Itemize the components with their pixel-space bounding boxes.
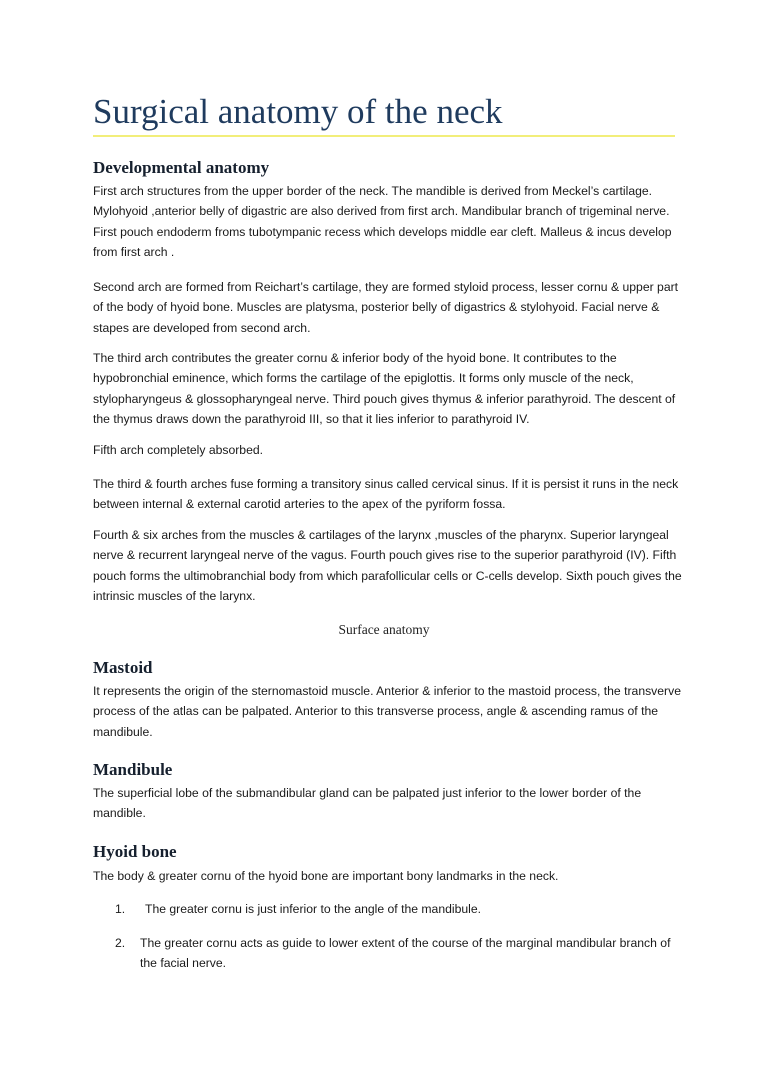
paragraph-mandibule: The superficial lobe of the submandibular gland can be palpated just inferior to the lower border of the mandible. (93, 786, 642, 821)
paragraph-mastoid: It represents the origin of the sternomastoid muscle. Anterior & inferior to the mastoid process, the transverve process of the atlas can be palpated. Anterior to this transverse process, angle & ascending ramus of the mandibule. (93, 684, 681, 739)
paragraph-third-arch: The third arch contributes the greater cornu & inferior body of the hyoid bone. It contributes to the hypobronchial eminence, which forms the cartilage of the epiglottis. It forms only muscle of the neck, stylopharyngeus & glossopharyngeal nerve. Third pouch gives thymus & inferior parathyroid. The descent of the thymus draws down the parathyroid III, so that it lies inferior to parathyroid IV. (93, 351, 676, 426)
list-item-number: 1. (115, 902, 126, 916)
list-item-number: 2. (115, 936, 126, 950)
paragraph-fifth-arch: Fifth arch completely absorbed. (93, 443, 264, 457)
paragraph-hyoid-bone: The body & greater cornu of the hyoid bone are important bony landmarks in the neck. (93, 869, 559, 883)
document-title: Surgical anatomy of the neck (93, 92, 503, 131)
heading-hyoid-bone: Hyoid bone (93, 842, 177, 861)
paragraph-first-arch: First arch structures from the upper border of the neck. The mandible is derived from Meckel’s cartilage. Mylohyoid ,anterior belly of digastric are also derived from first arch. Mandibular branch of trigeminal nerve. First pouch endoderm froms tubotympanic recess which develops middle ear cleft. Malleus & incus develop from first arch . (93, 184, 672, 259)
paragraph-fourth-sixth-arch: Fourth & six arches from the muscles & cartilages of the larynx ,muscles of the pharynx. Superior laryngeal nerve & recurrent laryngeal nerve of the vagus. Fourth pouch gives rise to the superior parathyroid (IV). Fifth pouch forms the ultimobranchial body from which parafollicular cells or C-cells develop. Sixth pouch gives the intrinsic muscles of the larynx. (93, 528, 682, 603)
paragraph-second-arch: Second arch are formed from Reichart’s cartilage, they are formed styloid process, lesser cornu & upper part of the body of hyoid bone. Muscles are platysma, posterior belly of digastrics & stylohyoid. Facial nerve & stapes are developed from second arch. (93, 280, 679, 335)
paragraph-cervical-sinus: The third & fourth arches fuse forming a transitory sinus called cervical sinus. If it is persist it runs in the neck between internal & external carotid arteries to the apex of the pyriform fossa. (93, 477, 679, 512)
heading-mandibule: Mandibule (93, 760, 173, 779)
title-underline (93, 135, 675, 137)
list-item-text: The greater cornu is just inferior to the angle of the mandibule. (145, 902, 482, 916)
list-item-text: The greater cornu acts as guide to lower extent of the course of the marginal mandibular branch of the facial nerve. (140, 936, 671, 971)
heading-developmental-anatomy: Developmental anatomy (93, 158, 270, 177)
heading-mastoid: Mastoid (93, 658, 153, 677)
heading-surface-anatomy: Surface anatomy (338, 622, 430, 637)
